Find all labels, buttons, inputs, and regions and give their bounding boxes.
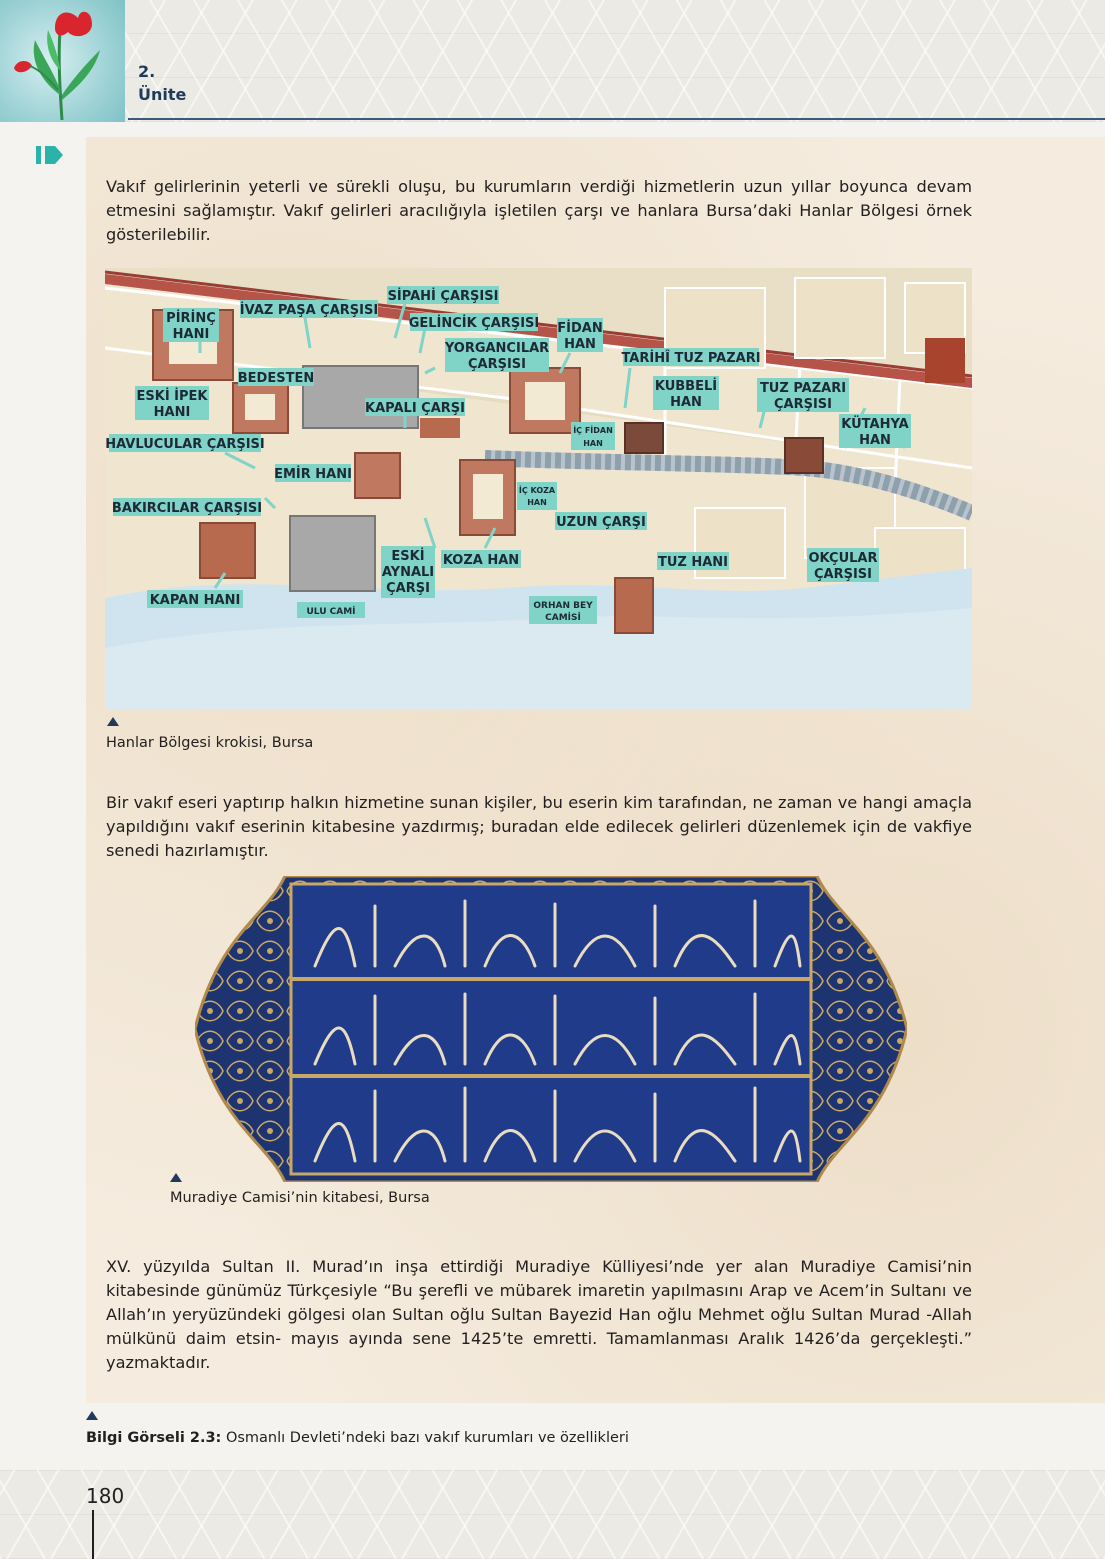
caption-triangle-icon (107, 717, 119, 726)
svg-text:ÇARŞISI: ÇARŞISI (467, 357, 527, 372)
label-ivaz-pasa: İVAZ PAŞA ÇARŞISI (239, 303, 379, 318)
map-caption: Hanlar Bölgesi krokisi, Bursa (106, 735, 314, 751)
svg-text:CAMİSİ: CAMİSİ (545, 613, 581, 623)
figure-caption-text: Osmanlı Devleti’ndeki bazı vakıf kurumları ve özellikleri (221, 1430, 629, 1446)
label-tuz-pazari: TUZ PAZARI (759, 381, 847, 396)
unit-number: 2. (138, 62, 156, 81)
tulip-decoration (0, 0, 125, 122)
section-marker-icon (36, 145, 64, 165)
svg-text:ÇARŞI: ÇARŞI (386, 581, 430, 596)
label-eski-ipek: ESKİ İPEK (136, 389, 208, 404)
label-pirinc-hani: PİRİNÇ (166, 311, 216, 326)
caption-triangle-icon (170, 1173, 182, 1182)
page-number-rule (92, 1510, 94, 1559)
label-havlucular: HAVLUCULAR ÇARŞISI (105, 437, 265, 452)
label-eski-aynali: ESKİ (391, 549, 425, 564)
intro-paragraph: Vakıf gelirlerinin yeterli ve sürekli oluşu, bu kurumların verdiği hizmetlerin uzun yıllar boyunca devam etmesini sağlamıştır. Vakıf gelirleri aracılığıyla işletilen çarşı ve hanlara Bursa’daki Hanlar Bölgesi örnek gösterilebilir. (106, 177, 972, 244)
svg-text:HAN: HAN (859, 433, 891, 448)
kitabe-paragraph: Bir vakıf eseri yaptırıp halkın hizmetine sunan kişiler, bu eserin kim tarafından, ne zaman ve hangi amaçla yapıldığını vakıf eserinin kitabesine yazdırmış; buradan elde edilecek gelirleri düzenlemek için de vakfiye senedi hazırlamıştır. (106, 793, 972, 860)
label-ic-koza-han: İÇ KOZA (518, 486, 556, 495)
unit-label: Ünite (138, 85, 187, 104)
label-bakircilar: BAKIRCILAR ÇARŞISI (111, 501, 263, 516)
label-ulu-cami: ULU CAMİ (306, 607, 356, 617)
hanlar-map (105, 268, 972, 710)
label-orhan-bey: ORHAN BEY (533, 601, 593, 611)
svg-text:HAN: HAN (583, 439, 603, 448)
label-kutahya-han: KÜTAHYA (841, 417, 909, 432)
svg-text:ÇARŞISI: ÇARŞISI (773, 397, 833, 412)
svg-text:HANI: HANI (153, 405, 191, 420)
label-koza-han: KOZA HAN (442, 553, 520, 568)
figure-caption (86, 1430, 629, 1446)
label-yorgancilar: YORGANCILAR (444, 341, 550, 356)
label-okculer: OKÇULAR (808, 551, 878, 566)
label-kapan-hani: KAPAN HANI (149, 593, 241, 608)
muradiye-paragraph: XV. yüzyılda Sultan II. Murad’ın inşa ettirdiği Muradiye Külliyesi’nde yer alan Muradiye Camisi’nin kitabesinde günümüz Türkçesiyle “Bu şerefli ve mübarek imaretin yapılmasını Arap ve Acem’in Sultanı ve Allah’ın yeryüzündeki gölgesi olan Sultan oğlu Sultan Bayezid Han oğlu Mehmet oğlu Sultan Murad -Allah mülkünü daim etsin- mayıs ayında sene 1425’te emretti. Tamamlanması Aralık 1426’da gerçekleşti.” yazmaktadır. (106, 1257, 972, 1372)
label-fidan-han: FİDAN (557, 321, 603, 336)
label-gelincik: GELİNCİK ÇARŞISI (408, 316, 540, 331)
label-emir-hani: EMİR HANI (274, 467, 352, 482)
label-bedesten: BEDESTEN (237, 371, 315, 386)
label-kapali-carsi: KAPALI ÇARŞI (365, 401, 465, 416)
svg-text:AYNALI: AYNALI (381, 565, 435, 580)
svg-text:HAN: HAN (564, 337, 596, 352)
footer-pattern (0, 1470, 1105, 1559)
label-ic-fidan-han: İÇ FİDAN (573, 426, 613, 435)
inscription-caption: Muradiye Camisi’nin kitabesi, Bursa (170, 1190, 430, 1206)
label-uzun-carsi: UZUN ÇARŞI (556, 515, 646, 530)
page-number: 180 (86, 1484, 125, 1508)
label-sipahi: SİPAHİ ÇARŞISI (387, 289, 499, 304)
label-tarihi-tuz: TARİHÎ TUZ PAZARI (621, 351, 761, 366)
muradiye-inscription-image (195, 876, 907, 1182)
label-kubbeli-han: KUBBELİ (654, 379, 718, 394)
figure-caption-label: Bilgi Görseli 2.3: (86, 1430, 222, 1446)
label-tuz-hani: TUZ HANI (657, 555, 729, 570)
svg-text:HANI: HANI (172, 327, 210, 342)
svg-text:HAN: HAN (670, 395, 702, 410)
svg-text:HAN: HAN (527, 498, 547, 507)
svg-text:ÇARŞISI: ÇARŞISI (813, 567, 873, 582)
header-divider (128, 118, 1105, 120)
caption-triangle-icon (86, 1411, 98, 1420)
